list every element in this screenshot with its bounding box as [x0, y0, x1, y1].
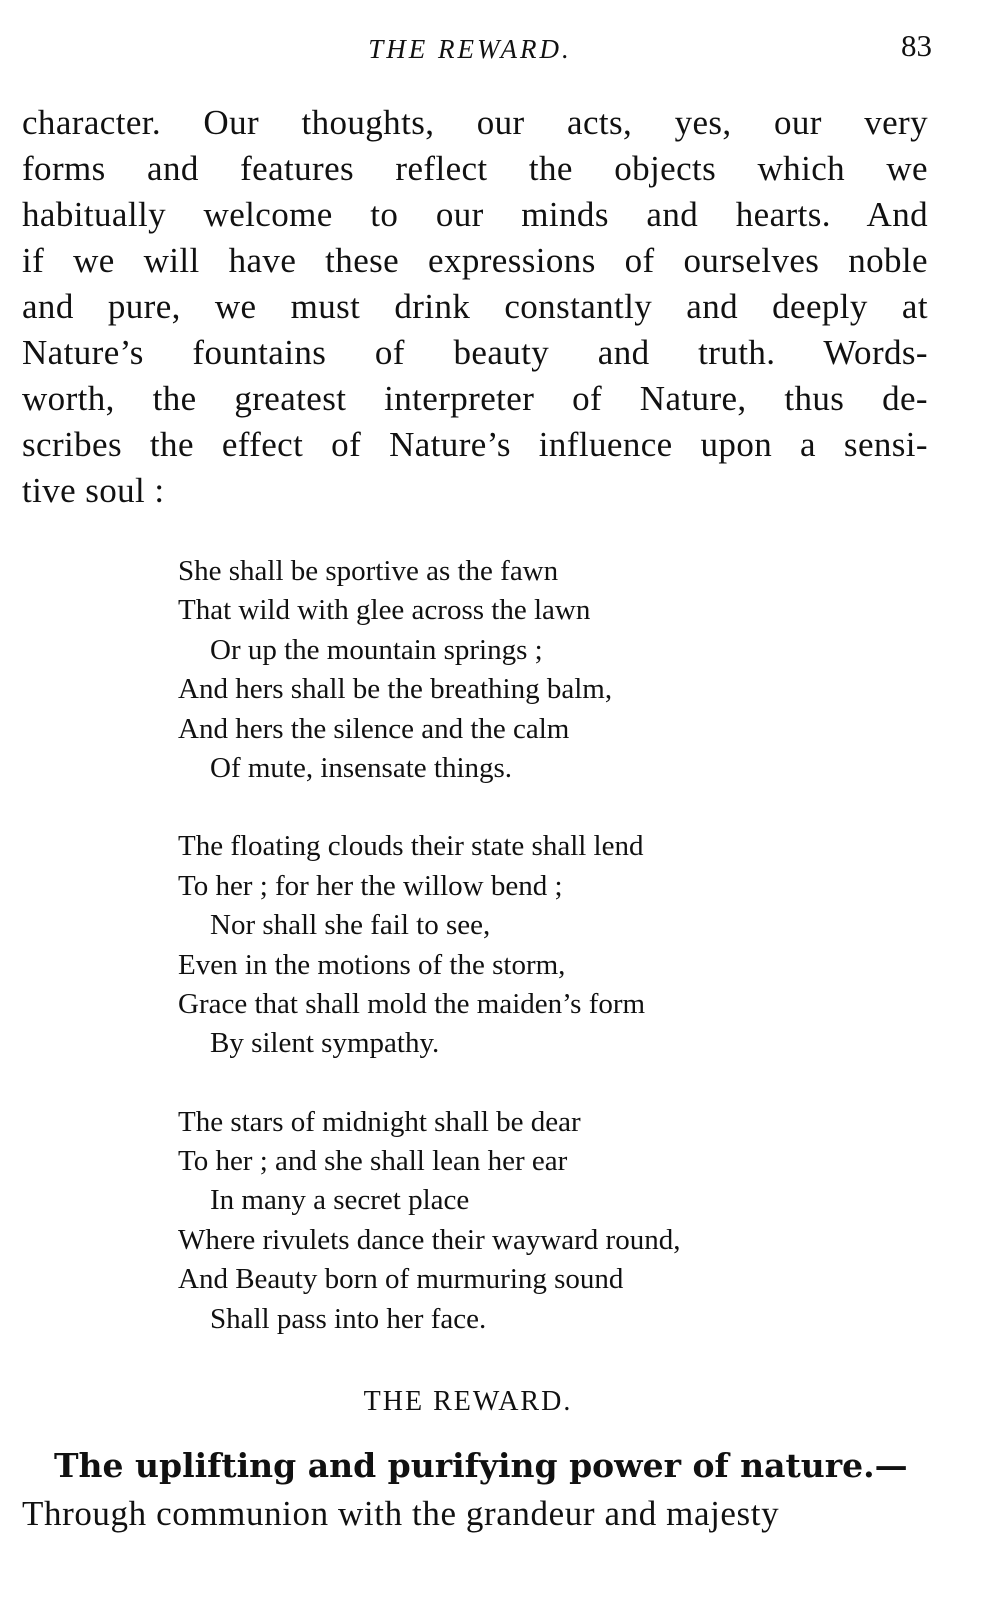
body-line: scribes the effect of Nature’s influence upon a sensi- — [22, 425, 928, 464]
body-line: and pure, we must drink constantly and deeply at — [22, 287, 928, 326]
poem-line: Shall pass into her face. — [210, 1302, 487, 1335]
body-line: Nature’s fountains of beauty and truth. Words- — [22, 333, 928, 372]
poem-line: And hers shall be the breathing balm, — [178, 673, 613, 706]
body-line: worth, the greatest interpreter of Nature, thus de- — [22, 379, 928, 418]
poem-line: In many a secret place — [210, 1184, 470, 1217]
poem-line: The floating clouds their state shall lend — [178, 830, 644, 863]
poem-stanza — [178, 827, 818, 1063]
section-heading: THE REWARD. — [363, 1386, 573, 1417]
poem-line: That wild with glee across the lawn — [178, 594, 591, 627]
poem-stanza — [178, 1103, 818, 1339]
poem-quotation — [178, 552, 818, 1378]
lead-bold-heading: The uplifting and purifying power of nature.— — [54, 1446, 908, 1485]
poem-line: Of mute, insensate things. — [210, 751, 513, 784]
running-title: THE REWARD. — [368, 34, 572, 64]
poem-line: Or up the mountain springs ; — [210, 633, 543, 666]
body-line: habitually welcome to our minds and hearts. And — [22, 195, 928, 234]
poem-line: Grace that shall mold the maiden’s form — [178, 987, 646, 1020]
poem-line: The stars of midnight shall be dear — [178, 1105, 581, 1138]
poem-line: And Beauty born of murmuring sound — [178, 1263, 624, 1296]
body-line: character. Our thoughts, our acts, yes, our very — [22, 103, 928, 142]
poem-line: She shall be sportive as the fawn — [178, 555, 559, 587]
running-head — [0, 28, 1000, 72]
body-paragraph — [22, 100, 928, 514]
body-line: forms and features reflect the objects which we — [22, 149, 928, 188]
body-line: if we will have these expressions of ourselves noble — [22, 241, 928, 280]
section-lead — [22, 1442, 928, 1538]
page-number: 83 — [901, 28, 932, 63]
poem-line: To her ; for her the willow bend ; — [178, 869, 563, 902]
poem-stanza — [178, 552, 818, 788]
poem-line: And hers the silence and the calm — [178, 712, 570, 745]
poem-line: Nor shall she fail to see, — [210, 909, 491, 942]
lead-text-line: Through communion with the grandeur and majesty — [22, 1494, 780, 1533]
body-line: tive soul : — [22, 471, 165, 510]
poem-line: Where rivulets dance their wayward round, — [178, 1223, 681, 1256]
poem-line: By silent sympathy. — [210, 1027, 440, 1060]
poem-line: To her ; and she shall lean her ear — [178, 1145, 568, 1178]
poem-line: Even in the motions of the storm, — [178, 948, 566, 981]
